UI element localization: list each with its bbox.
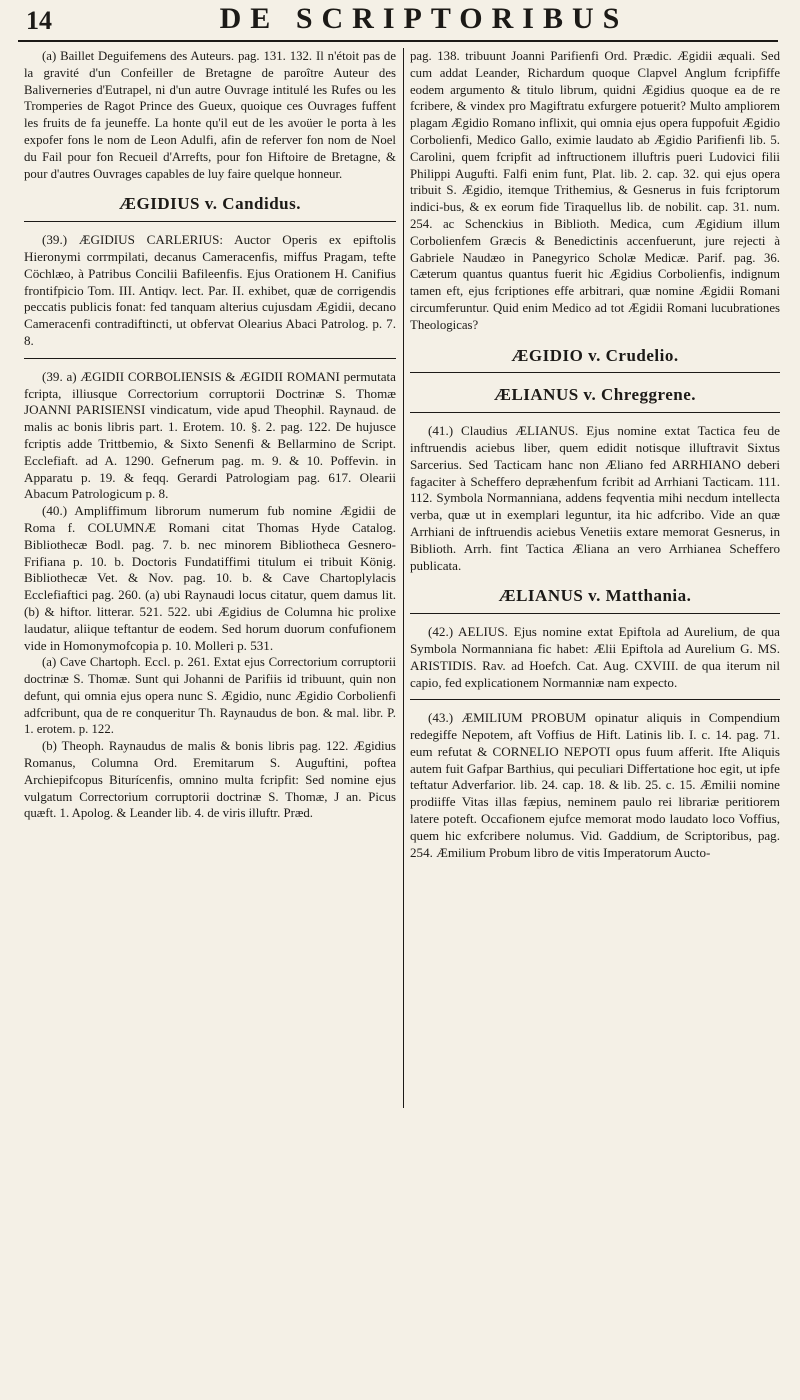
running-title: DE SCRIPTORIBUS xyxy=(219,2,629,35)
entry-39a-corboliensis: (39. a) ÆGIDII CORBOLIENSIS & ÆGIDII ROMANI permutata fcripta, illiusque Correctorium corruptorii Doctrinæ S. Thomæ JOANNI PARISIENSI vindicatum, vide apud Theophil. Raynaud. de malis ac bonis libris part. 1. Erotem. 10. §. 2. pag. 122. De hujusce fcriptis adde Trittbemio, & Sixto Senenfi & Bellarmino de Script. Ecclefiaft. ad A. 1290. Gefnerum pag. m. 9. & 10. Poffevin. in Apparatu p. 19. & feqq. Gerardi Patrologiam pag. 617. Olearii Abacum Patrologicum p. 8. xyxy=(24,368,396,502)
column-divider xyxy=(403,48,404,1108)
entry-heading-aelianus-matthania: ÆLIANUS v. Matthania. xyxy=(498,586,692,606)
right-column xyxy=(410,48,780,1392)
footnote-a-cave: (a) Cave Chartoph. Eccl. p. 261. Extat ejus Correctorium corruptorii doctrinæ S. Thomæ. Sunt qui Johanni de Parifiis id tribuunt, quin non defunt, qui omnia ejus opera nunc S. Ægidio, nunc Ægidio Corbolienfi adfcribunt, qua de re conqueritur Th. Raynaudus de bon. & mal. libr. P. 1. erotem. p. 122. xyxy=(24,655,396,737)
entry-43-aemilium-probum: (43.) ÆMILIUM PROBUM opinatur aliquis in Compendium redegiffe Nepotem, aft Voffius de Hift. Latinis lib. I. c. 14. pag. 71. eum refutat & CORNELIO NEPOTI opus fuum afferit. Ifte Aliquis autem fuit Gafpar Barthius, qui peculiari Differtatione hoc egit, ut ipfe teftatur Adverfarior. lib. 24. cap. 18. & lib. 25. c. 15. Æmilii nomine prodiiffe Vitas illas fæpius, neminem paulo rei librariæ peritiorem latere poteft. Occafionem ejufce memorat modo laudato loco Voffius, quem hic exfcribere nolumus. Vid. Gaddium, de Scriptoribus, pag. 254. Æmilium Probum libro de vitis Imperatorum Aucto- xyxy=(410,710,780,860)
entry-heading-aegidius-candidus: ÆGIDIUS v. Candidus. xyxy=(119,194,301,214)
section-rule xyxy=(24,221,396,222)
page-number: 14 xyxy=(26,6,52,35)
section-rule xyxy=(410,613,780,614)
entry-42-aelius: (42.) AELIUS. Ejus nomine extat Epiftola ad Aurelium, de qua Symbola Normanniana fic habet: Ælii Epiftola ad Aurelium G. MS. ARISTIDIS. Rav. ad Hoefch. Cat. Aug. CXVIII. de qua iterum nil capio, fed explicationem Normanniæ nam expecto. xyxy=(410,624,780,690)
page-header xyxy=(0,0,800,42)
entry-39-carlerius: (39.) ÆGIDIUS CARLERIUS: Auctor Operis ex epiftolis Hieronymi corrmpilati, decanus Cameracenfis, miffus Pragam, tefte Cöchlæo, à Patribus Concilii Bafileenfis. Ejus Orationem H. Canifius frontifpicio Tom. III. Antiqv. lect. Par. II. exhibet, quæ de corrigendis peccatis publicis fonat: fed tanquam alterius cujusdam Ægidii, decano Cameracenfi contradiftincti, ut obfervat Olearius Abaci Patrolog. p. 7. 8. xyxy=(24,232,396,348)
section-rule xyxy=(410,412,780,413)
footnote-b-raynaudus: (b) Theoph. Raynaudus de malis & bonis libris pag. 122. Ægidius Romanus, Columna Ord. Eremitarum S. Auguftini, poftea Archiepifcopus Biturícenfis, omnino multa fcripfit: Sed nomine ejus vulgatum Correctorium corruptorii doctrinæ S. Thomæ, J an. Picus quæft. 1. Apolog. & Leander lib. 4. de viris illuftr. Præd. xyxy=(24,739,396,821)
footnote-continued: pag. 138. tribuunt Joanni Parifienfi Ord. Prædic. Ægidii æquali. Sed cum addat Leander, Richardum quoque Clapvel Anglum fcripfiffe eodem argumento & titulo librum, quidni Ægidius quoque ea de re fcribere, & vindex pro Magiftratu exfurgere potuerit? Multo ampliorem plagam Ægidio Romano inflixit, qui omnia ejus opera fuppofuit Ægidio Corbolienfi, Medico Gallo, eximie laudato ab Ægidio Parifienfi lib. 5. Carolini, quem fcripfit ad inftructionem illuftris pueri Ludovici filii Philippi Augufti. Falfi enim funt, Plat. lib. 2. cap. 32. qui ejus opera tribuit S. Ægidio, itemque Trithemius, & Gesnerus in fuis fcriptorum indici-bus, & ex eorum fide Tiraquellus lib. de nobilit. cap. 31. num. 254. ac Schenckius in Biblioth. Medica, cum Ægidium illum Corbolienfem Græcis & Benedictinis accenfuerunt, jure rejecti à Gabriele Naudæo in Panegyrico Scholæ Medicæ. Parif. pag. 36. Cæterum quantus quantus fuerit hic Ægidius Corbolienfis, indignum tamen eft, ejus fcriptiones effe arbitrari, quæ nomine Ægidii Romani circumferuntur. Quid enim Medico ad tot Ægidii Romani lucubrationes Theologicas? xyxy=(410,49,780,332)
entry-heading-aelianus-chreggrene: ÆLIANUS v. Chreggrene. xyxy=(493,385,697,405)
entry-heading-aegidio-crudelio: ÆGIDIO v. Crudelio. xyxy=(511,345,679,365)
footnote-baillet: (a) Baillet Deguifemens des Auteurs. pag. 131. 132. Il n'étoit pas de la gravité d'un Confeiller de Bretagne de paroître Auteur des Baliverneries d'Eutrapel, ni d'un autre Ouvrage intitulé les Rufes ou les Tromperies de Ragot Prince des Gueux, quoique ces Ouvrages fuffent les fruits de fa jeuneffe. La honte qu'il eut de les avoüer le porta à les expofer fons le nom de Leon Adulfi, afin de referver fon nom de Noel du Fail pour fon Recueil d'Arrefts, pour fon Hiftoire de Bretagne, & pour d'autres Ouvrages capables de luy faire quelque honneur. xyxy=(24,49,396,181)
header-rule xyxy=(18,40,778,42)
section-rule xyxy=(410,372,780,373)
entry-41-claudius-aelianus: (41.) Claudius ÆLIANUS. Ejus nomine extat Tactica feu de inftruendis aciebus liber, quem edidit notisque illuftravit Sixtus Sarcerius. Sed Tacticam hanc non Æliano fed ARRHIANO deberi fagaciter à Scheffero depræhenfum fcribit ad Arrhiani Tacticam. 111. 112. Symbola Normanniana, addens feqventia mihi necdum intellecta verba, quæ ut in exemplari leguntur, ita hic adfcribo. Vide an quæ Arrhiani de inftruendis aciebus Venetiis extare memorat Gesnerus, in Biblioth. Arrh. fint Tactica Æliana an vero Arrhianea Scheffero publicata. xyxy=(410,423,780,573)
entry-40-columna: (40.) Ampliffimum librorum numerum fub nomine Ægidii de Roma f. COLUMNÆ Romani citat Thomas Hyde Catalog. Bibliothecæ Bodl. pag. 7. b. nec minorem Bibliotheca Gesnero-Frifiana p. 10. b. Doctoris Fundatiffimi titulum ei tribuit König. Bibliothecæ Vet. & Nov. pag. 10. b. & Cave Chartoplylacis Ecclefiaftici pag. 260. (a) ubi Raynaudi locus citatur, quem damus lit. (b) & hiftor. litterar. 521. 522. ubi Ægidius de Columna hic prolixe laudatur, aliique teftantur de eodem. Sed horum duorum confufionem vide in Homonymofcopia p. 10. Molleri p. 531. xyxy=(24,503,396,653)
section-rule xyxy=(24,358,396,359)
section-rule xyxy=(410,699,780,700)
left-column xyxy=(24,48,396,1392)
